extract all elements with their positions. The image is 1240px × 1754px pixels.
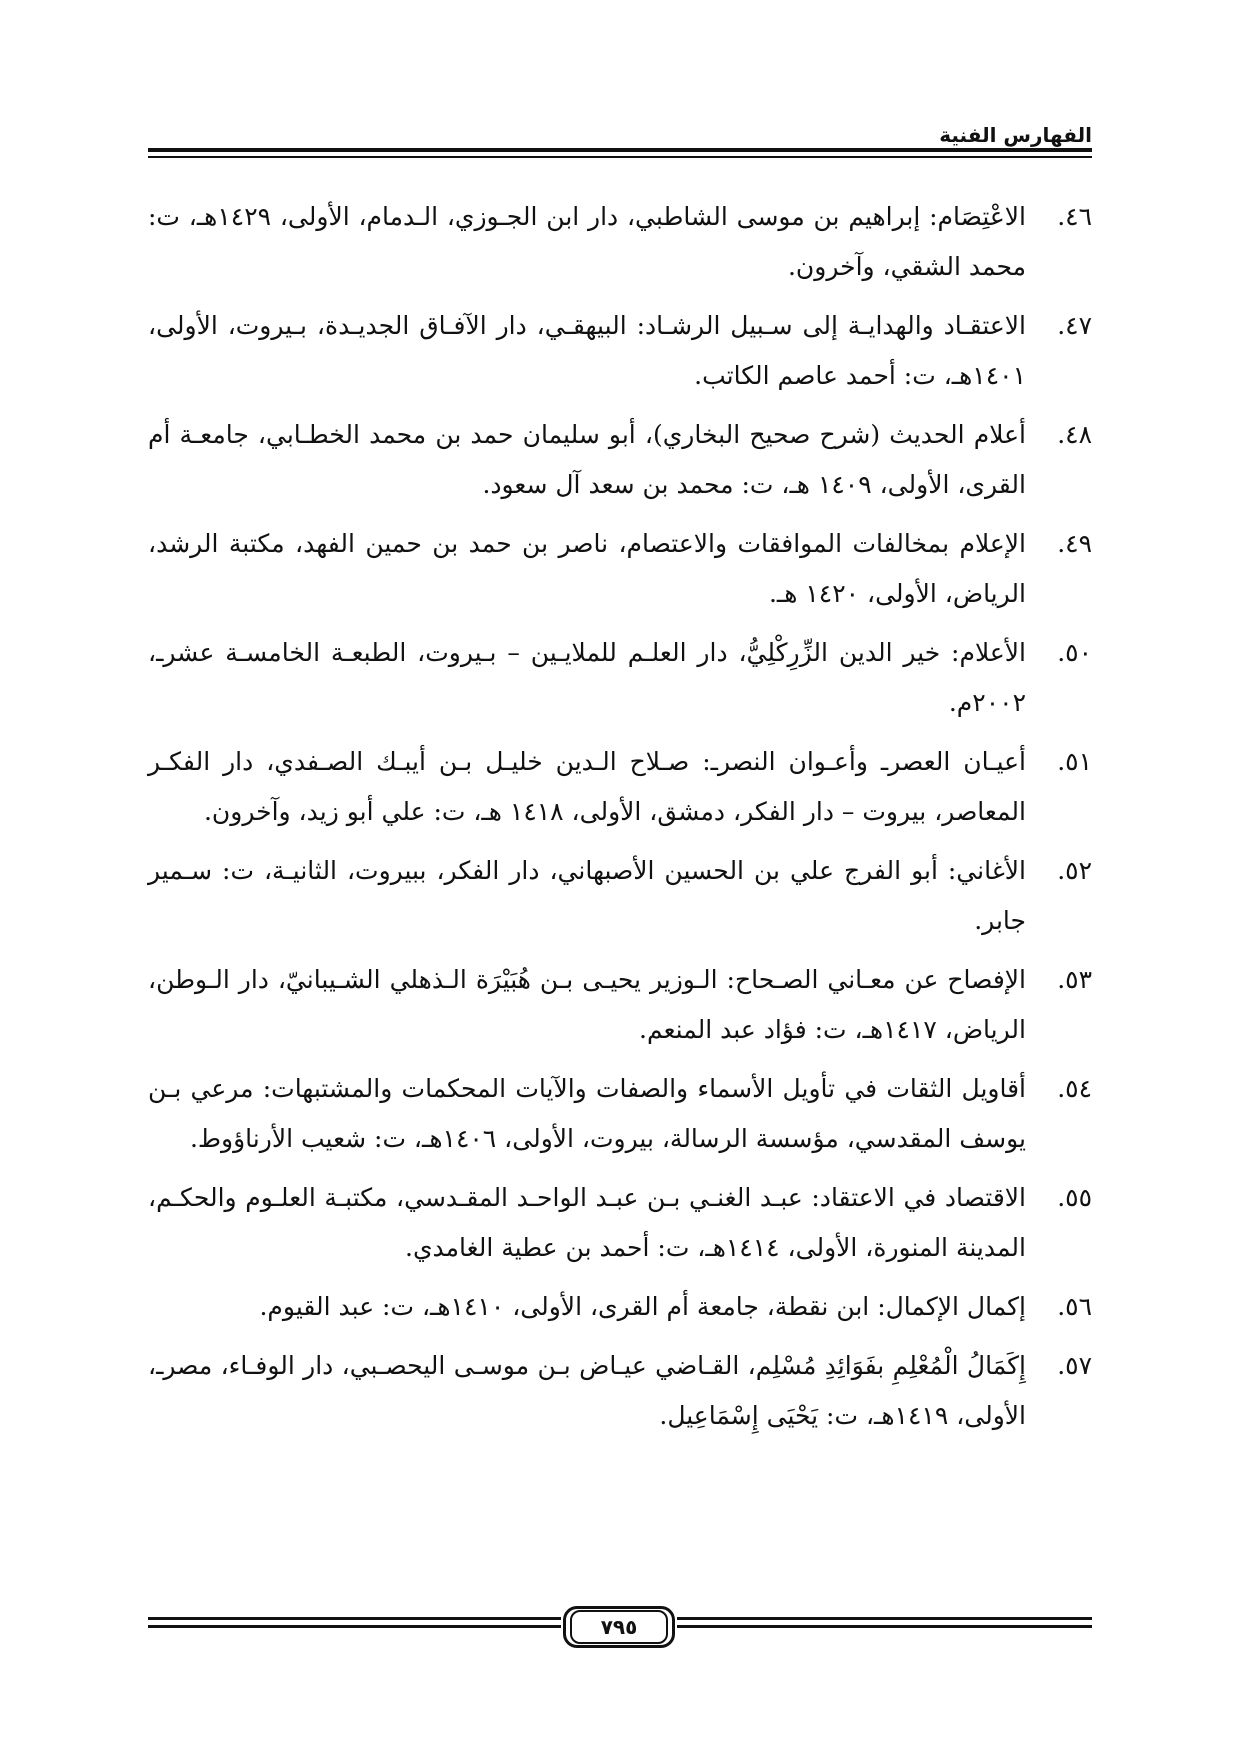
list-item bbox=[148, 1341, 1092, 1441]
footer-rule-right-bottom bbox=[677, 1625, 1092, 1628]
list-item bbox=[148, 410, 1092, 510]
entry-text: إكمال الإكمال: ابن نقطة، جامعة أم القرى، الأولى، ١٤١٠هـ، ت: عبد القيوم. bbox=[259, 1292, 1026, 1321]
entry-text: أعيـان العصرـ وأعـوان النصرـ: صـلاح الـدين خليـل بـن أيبـك الصـفدي، دار الفكـر المعاصر، بيروت – دار الفكر، دمشق، الأولى، ١٤١٨ هـ، ت: علي أبو زيد، وآخرون. bbox=[148, 747, 1026, 826]
entry-text: الاعتقـاد والهدايـة إلى سـبيل الرشـاد: البيهقـي، دار الآفـاق الجديـدة، بـيروت، الأولى، ١٤٠١هـ، ت: أحمد عاصم الكاتب. bbox=[148, 311, 1026, 390]
entry-text: أقاويل الثقات في تأويل الأسماء والصفات والآيات المحكمات والمشتبهات: مرعي بـن يوسف المقدسي، مؤسسة الرسالة، بيروت، الأولى، ١٤٠٦هـ، ت: شعيب الأرناؤوط. bbox=[148, 1074, 1026, 1153]
entry-number: ٥٠. bbox=[1057, 638, 1092, 667]
running-header-title: الفهارس الفنية bbox=[939, 123, 1092, 147]
list-item bbox=[148, 1282, 1092, 1332]
entry-text: الأغاني: أبو الفرج علي بن الحسين الأصبهاني، دار الفكر، ببيروت، الثانيـة، ت: سـمير جابر. bbox=[148, 856, 1026, 935]
entry-number: ٥٧. bbox=[1057, 1351, 1092, 1380]
list-item bbox=[148, 955, 1092, 1055]
entry-number: ٤٨. bbox=[1057, 420, 1092, 449]
header-rule-thin bbox=[148, 156, 1092, 158]
list-item bbox=[148, 301, 1092, 401]
header-rule-thick bbox=[148, 148, 1092, 152]
entry-text: الإعلام بمخالفات الموافقات والاعتصام، ناصر بن حمد بن حمين الفهد، مكتبة الرشد، الرياض، الأولى، ١٤٢٠ هـ. bbox=[148, 529, 1026, 608]
page-number-frame bbox=[563, 1606, 675, 1648]
entry-text: إِكَمَالُ الْمُعْلِمِ بفَوَائِدِ مُسْلِم، القـاضي عيـاض بـن موسـى اليحصـبي، دار الوفـاء، مصرـ، الأولى، ١٤١٩هـ، ت: يَحْيَى إِسْمَاعِيل. bbox=[148, 1351, 1026, 1430]
entry-text: الأعلام: خير الدين الزِّرِكْلِيُّ، دار العلـم للملايـين – بـيروت، الطبعـة الخامسـة عشرـ، ٢٠٠٢م. bbox=[148, 638, 1026, 717]
entry-number: ٥٥. bbox=[1057, 1183, 1092, 1212]
entry-text: الاقتصاد في الاعتقاد: عبـد الغنـي بـن عبـد الواحـد المقـدسي، مكتبـة العلـوم والحكـم، المدينة المنورة، الأولى، ١٤١٤هـ، ت: أحمد بن عطية الغامدي. bbox=[148, 1183, 1026, 1262]
entry-text: الإفصاح عن معـاني الصـحاح: الـوزير يحيـى بـن هُبَيْرَة الـذهلي الشـيبانيّ، دار الـوطن، الرياض، ١٤١٧هـ، ت: فؤاد عبد المنعم. bbox=[148, 965, 1026, 1044]
list-item bbox=[148, 737, 1092, 837]
entry-text: الاعْتِصَام: إبراهيم بن موسى الشاطبي، دار ابن الجـوزي، الـدمام، الأولى، ١٤٢٩هـ، ت: محمد الشقي، وآخرون. bbox=[148, 202, 1026, 281]
list-item bbox=[148, 519, 1092, 619]
entry-number: ٥١. bbox=[1057, 747, 1092, 776]
list-item bbox=[148, 1173, 1092, 1273]
list-item bbox=[148, 1064, 1092, 1164]
bibliography-list bbox=[148, 192, 1092, 1441]
list-item bbox=[148, 192, 1092, 292]
entry-number: ٤٧. bbox=[1057, 311, 1092, 340]
list-item bbox=[148, 628, 1092, 728]
entry-number: ٥٣. bbox=[1057, 965, 1092, 994]
entry-text: أعلام الحديث (شرح صحيح البخاري)، أبو سليمان حمد بن محمد الخطـابي، جامعـة أم القرى، الأولى، ١٤٠٩ هـ، ت: محمد بن سعد آل سعود. bbox=[148, 420, 1026, 499]
footer-rule-left-bottom bbox=[148, 1625, 561, 1628]
entry-number: ٤٩. bbox=[1057, 529, 1092, 558]
list-item bbox=[148, 846, 1092, 946]
entry-number: ٥٦. bbox=[1057, 1292, 1092, 1321]
page-number: ٧٩٥ bbox=[570, 1610, 668, 1644]
entry-number: ٤٦. bbox=[1057, 202, 1092, 231]
entry-number: ٥٢. bbox=[1057, 856, 1092, 885]
entry-number: ٥٤. bbox=[1057, 1074, 1092, 1103]
footer-rule-right-top bbox=[677, 1617, 1092, 1620]
footer-rule-left-top bbox=[148, 1617, 561, 1620]
